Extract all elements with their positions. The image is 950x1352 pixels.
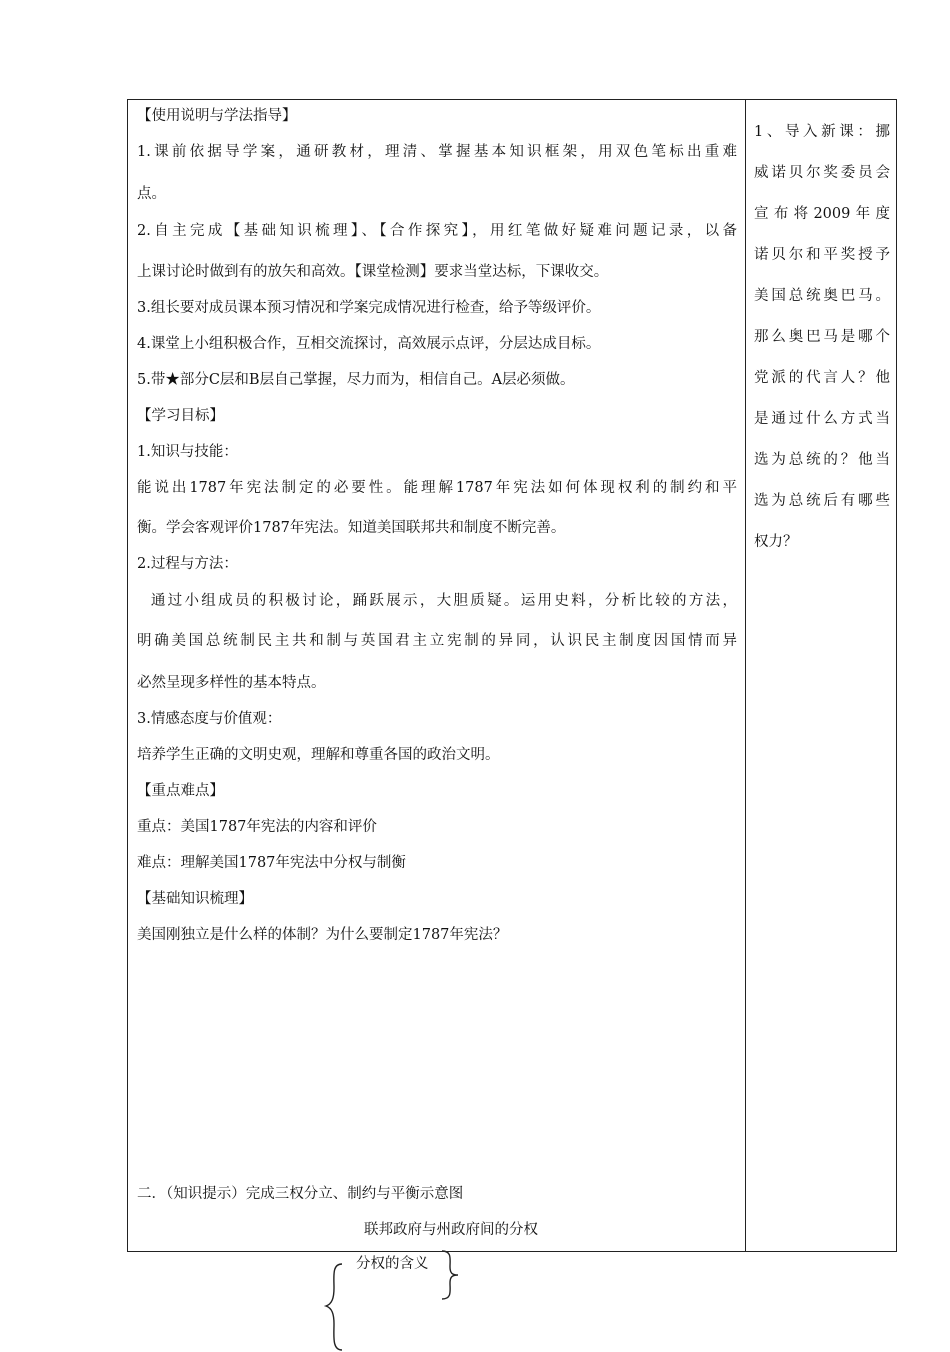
goal-1-text: 能说出1787年宪法制定的必要性。能理解1787年宪法如何体现权利的制约和平: [137, 480, 737, 496]
section-heading-basics: 【基础知识梳理】: [137, 891, 253, 907]
instruction-4: 4.课堂上小组积极合作，互相交流探讨，高效展示点评，分层达成目标。: [137, 336, 601, 352]
instruction-3: 3.组长要对成员课本预习情况和学案完成情况进行检查，给予等级评价。: [137, 300, 601, 316]
goal-2-heading: 2.过程与方法：: [137, 556, 238, 572]
side-line: 诺贝尔和平奖授予: [754, 247, 890, 263]
side-line: 威诺贝尔奖委员会: [754, 165, 890, 181]
goal-1-heading: 1.知识与技能：: [137, 444, 238, 460]
column-divider: [745, 100, 746, 1251]
right-brace-icon: [438, 1249, 462, 1301]
difficult-point: 难点：理解美国1787年宪法中分权与制衡: [137, 855, 406, 871]
side-line: 那么奥巴马是哪个: [754, 329, 890, 345]
instruction-2: 2.自主完成【基础知识梳理】、【合作探究】，用红笔做好疑难问题记录，以备: [137, 223, 737, 239]
left-brace-icon: [322, 1262, 346, 1352]
side-line: 党派的代言人？他: [754, 370, 890, 386]
side-line: 是通过什么方式当: [754, 411, 890, 427]
diagram-task: 二．（知识提示）完成三权分立、制约与平衡示意图: [137, 1186, 464, 1202]
side-line: 选为总统的？他当: [754, 452, 890, 468]
instruction-1: 1.课前依据导学案，通研教材，理清、掌握基本知识框架，用双色笔标出重难: [137, 144, 737, 160]
goal-2-text: 通过小组成员的积极讨论，踊跃展示，大胆质疑。运用史料，分析比较的方法，: [137, 593, 737, 609]
side-line: 宣布将2009年度: [754, 206, 890, 222]
instruction-2-cont: 上课讨论时做到有的放矢和高效。【课堂检测】要求当堂达标，下课收交。: [137, 264, 609, 280]
diagram-title: 联邦政府与州政府间的分权: [364, 1222, 538, 1238]
section-heading-instructions: 【使用说明与学法指导】: [137, 108, 297, 124]
goal-3-heading: 3.情感态度与价值观：: [137, 711, 282, 727]
section-heading-goals: 【学习目标】: [137, 408, 224, 424]
side-line: 美国总统奥巴马。: [754, 288, 890, 304]
side-line: 选为总统后有哪些: [754, 493, 890, 509]
goal-1-text-cont: 衡。学会客观评价1787年宪法。知道美国联邦共和制度不断完善。: [137, 520, 566, 536]
key-point: 重点：美国1787年宪法的内容和评价: [137, 819, 377, 835]
side-column: [754, 112, 890, 563]
main-column: [137, 102, 737, 1242]
goal-2-text-end: 必然呈现多样性的基本特点。: [137, 675, 326, 691]
instruction-1-cont: 点。: [137, 186, 166, 202]
side-line: 1、导入新课：挪: [754, 124, 890, 140]
goal-3-text: 培养学生正确的文明史观，理解和尊重各国的政治文明。: [137, 747, 500, 763]
side-line: 权力？: [754, 534, 798, 550]
instruction-5: 5.带★部分C层和B层自己掌握，尽力而为，相信自己。A层必须做。: [137, 372, 575, 388]
separation-meaning-label: 分权的含义: [356, 1256, 429, 1272]
section-heading-keypoints: 【重点难点】: [137, 783, 224, 799]
basics-question: 美国刚独立是什么样的体制？为什么要制定1787年宪法？: [137, 927, 508, 943]
goal-2-text-cont: 明确美国总统制民主共和制与英国君主立宪制的异同，认识民主制度因国情而异: [137, 633, 737, 649]
document-table: [127, 99, 897, 1252]
